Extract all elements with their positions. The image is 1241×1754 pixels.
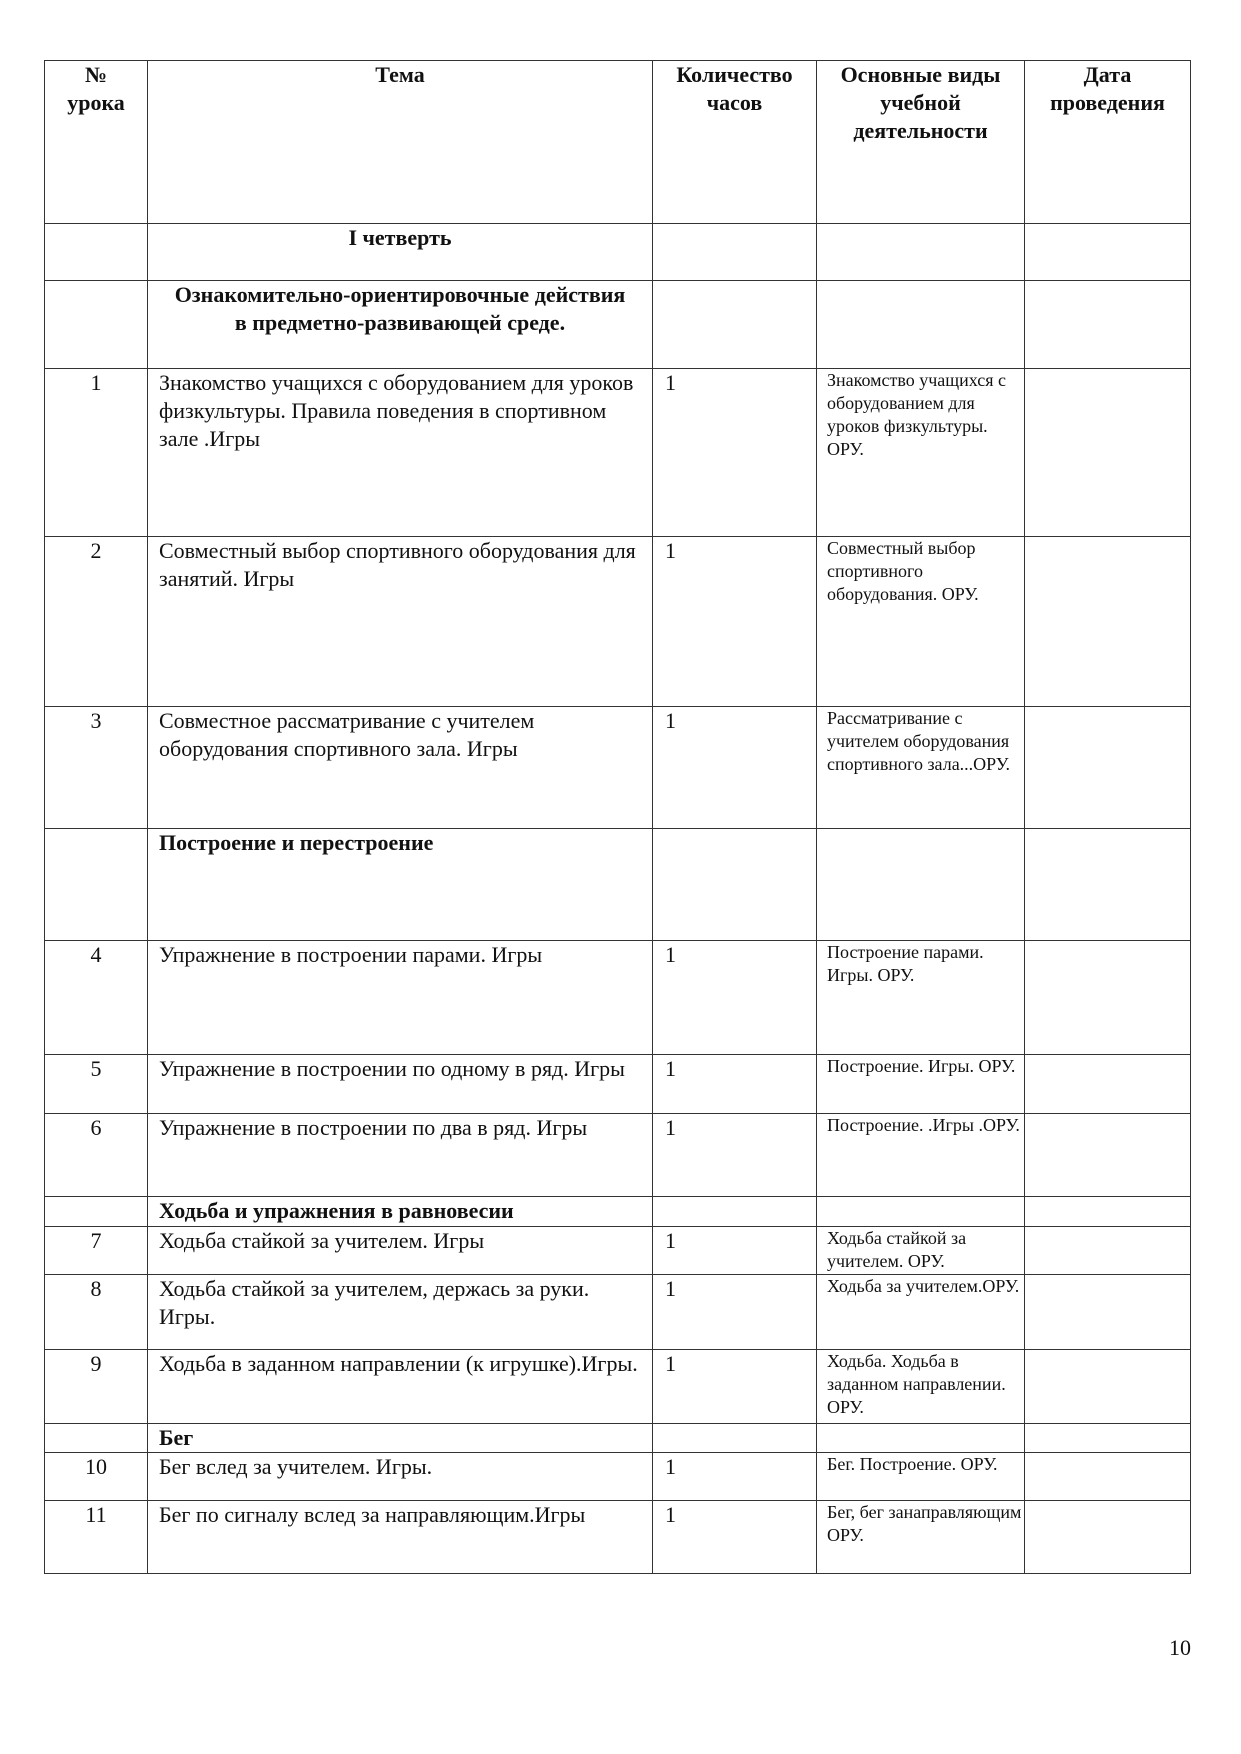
lesson-date	[1025, 1114, 1191, 1197]
lesson-hours: 1	[653, 1453, 817, 1501]
lesson-hours: 1	[653, 1501, 817, 1574]
lesson-activity: Построение. .Игры .ОРУ.	[817, 1114, 1025, 1197]
lesson-date	[1025, 369, 1191, 537]
lesson-date	[1025, 1227, 1191, 1275]
lesson-hours: 1	[653, 1227, 817, 1275]
lesson-activity: Бег. Построение. ОРУ.	[817, 1453, 1025, 1501]
lesson-plan-table	[44, 60, 1191, 1574]
lesson-hours: 1	[653, 707, 817, 829]
header-date: Дата проведения	[1025, 61, 1191, 224]
lesson-number: 4	[45, 941, 148, 1055]
lesson-activity: Ходьба. Ходьба в заданном направлении. ОРУ.	[817, 1350, 1025, 1424]
lesson-activity: Построение. Игры. ОРУ.	[817, 1055, 1025, 1114]
lesson-hours: 1	[653, 1275, 817, 1350]
lesson-hours: 1	[653, 1055, 817, 1114]
lesson-date	[1025, 707, 1191, 829]
lesson-topic: Совместный выбор спортивного оборудования для занятий. Игры	[148, 537, 653, 707]
lesson-number: 9	[45, 1350, 148, 1424]
header-activities: Основные виды учебной деятельности	[817, 61, 1025, 224]
lesson-hours: 1	[653, 369, 817, 537]
lesson-activity: Знакомство учащихся с оборудованием для уроков физкультуры. ОРУ.	[817, 369, 1025, 537]
section-row	[45, 1197, 1191, 1227]
table-row	[45, 1114, 1191, 1197]
table-row	[45, 707, 1191, 829]
quarter-label: I четверть	[148, 224, 653, 281]
header-topic: Тема	[148, 61, 653, 224]
section-title: Ходьба и упражнения в равновесии	[148, 1197, 653, 1227]
lesson-topic: Бег вслед за учителем. Игры.	[148, 1453, 653, 1501]
table-row	[45, 537, 1191, 707]
lesson-date	[1025, 1275, 1191, 1350]
table-row	[45, 1350, 1191, 1424]
lesson-number: 3	[45, 707, 148, 829]
lesson-activity: Ходьба стайкой за учителем. ОРУ.	[817, 1227, 1025, 1275]
table-row	[45, 1227, 1191, 1275]
table-row	[45, 1055, 1191, 1114]
section-title: Ознакомительно-ориентировочные действия в предметно-развивающей среде.	[148, 281, 653, 369]
header-number: № урока	[45, 61, 148, 224]
table-row	[45, 1453, 1191, 1501]
lesson-topic: Упражнение в построении по одному в ряд. Игры	[148, 1055, 653, 1114]
lesson-hours: 1	[653, 941, 817, 1055]
lesson-date	[1025, 941, 1191, 1055]
lesson-date	[1025, 1055, 1191, 1114]
lesson-hours: 1	[653, 1114, 817, 1197]
lesson-activity: Совместный выбор спортивного оборудования. ОРУ.	[817, 537, 1025, 707]
section-row	[45, 281, 1191, 369]
lesson-hours: 1	[653, 537, 817, 707]
lesson-activity: Бег, бег занаправляющим ОРУ.	[817, 1501, 1025, 1574]
lesson-topic: Ходьба стайкой за учителем, держась за руки. Игры.	[148, 1275, 653, 1350]
lesson-date	[1025, 1453, 1191, 1501]
lesson-activity: Рассматривание с учителем оборудования спортивного зала...ОРУ.	[817, 707, 1025, 829]
lesson-number: 7	[45, 1227, 148, 1275]
table-row	[45, 941, 1191, 1055]
table-row	[45, 1275, 1191, 1350]
lesson-activity: Ходьба за учителем.ОРУ.	[817, 1275, 1025, 1350]
table-row	[45, 1501, 1191, 1574]
lesson-topic: Бег по сигналу вслед за направляющим.Игры	[148, 1501, 653, 1574]
lesson-number: 8	[45, 1275, 148, 1350]
lesson-number: 5	[45, 1055, 148, 1114]
header-row	[45, 61, 1191, 224]
lesson-date	[1025, 537, 1191, 707]
lesson-topic: Упражнение в построении парами. Игры	[148, 941, 653, 1055]
lesson-topic: Знакомство учащихся с оборудованием для уроков физкультуры. Правила поведения в спортивном зале .Игры	[148, 369, 653, 537]
section-row	[45, 1424, 1191, 1453]
header-hours: Количество часов	[653, 61, 817, 224]
page-number: 10	[1169, 1635, 1191, 1660]
lesson-number: 6	[45, 1114, 148, 1197]
section-row	[45, 829, 1191, 941]
lesson-date	[1025, 1501, 1191, 1574]
table-row	[45, 369, 1191, 537]
lesson-topic: Упражнение в построении по два в ряд. Игры	[148, 1114, 653, 1197]
lesson-number: 1	[45, 369, 148, 537]
lesson-topic: Ходьба стайкой за учителем. Игры	[148, 1227, 653, 1275]
lesson-activity: Построение парами. Игры. ОРУ.	[817, 941, 1025, 1055]
section-title: Построение и перестроение	[148, 829, 653, 941]
lesson-number: 2	[45, 537, 148, 707]
quarter-row	[45, 224, 1191, 281]
lesson-topic: Ходьба в заданном направлении (к игрушке).Игры.	[148, 1350, 653, 1424]
lesson-number: 10	[45, 1453, 148, 1501]
section-title: Бег	[148, 1424, 653, 1453]
lesson-number: 11	[45, 1501, 148, 1574]
lesson-hours: 1	[653, 1350, 817, 1424]
lesson-date	[1025, 1350, 1191, 1424]
lesson-topic: Совместное рассматривание с учителем оборудования спортивного зала. Игры	[148, 707, 653, 829]
